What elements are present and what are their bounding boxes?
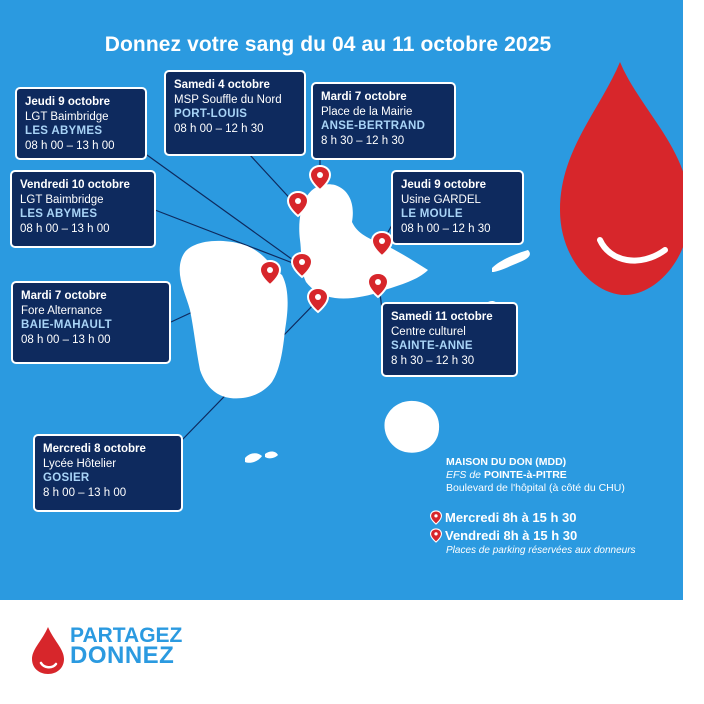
mdd-efs-prefix: EFS de — [446, 469, 484, 481]
mdd-efs — [446, 469, 681, 482]
page-title: Donnez votre sang du 04 au 11 octobre 2025 — [104, 33, 552, 56]
event-card-sainte-anne — [381, 302, 518, 377]
event-town: SAINTE-ANNE — [391, 340, 473, 352]
event-day: Samedi 11 octobre — [391, 311, 493, 323]
map-pin-icon — [430, 528, 442, 543]
event-hours: 08 h 00 – 13 h 00 — [20, 222, 110, 235]
mdd-schedule-friday — [430, 528, 577, 543]
event-hours: 8 h 30 – 12 h 30 — [391, 354, 475, 367]
event-town: GOSIER — [43, 472, 90, 484]
desirade-island — [492, 250, 530, 272]
event-venue: LGT Baimbridge — [20, 193, 104, 206]
schedule-text: Mercredi 8h à 15 h 30 — [445, 510, 577, 525]
event-card-abymes-vendredi — [10, 170, 156, 248]
event-hours: 08 h 00 – 12 h 30 — [174, 122, 264, 135]
event-card-abymes-jeudi — [15, 87, 147, 160]
event-day: Jeudi 9 octobre — [25, 96, 110, 108]
logo-line2: DONNEZ — [70, 642, 175, 669]
les-saintes-islands — [245, 451, 278, 462]
event-day: Samedi 4 octobre — [174, 79, 270, 91]
event-town: LE MOULE — [401, 208, 463, 220]
event-venue: Fore Alternance — [21, 304, 103, 317]
event-hours: 08 h 00 – 12 h 30 — [401, 222, 491, 235]
event-day: Mardi 7 octobre — [321, 91, 407, 103]
schedule-text: Vendredi 8h à 15 h 30 — [445, 528, 578, 543]
event-day: Jeudi 9 octobre — [401, 179, 486, 191]
event-venue: MSP Souffle du Nord — [174, 93, 282, 106]
event-town: ANSE-BERTRAND — [321, 120, 426, 132]
logo-line1: PARTAGEZ — [70, 624, 183, 647]
event-day: Vendredi 10 octobre — [20, 179, 130, 191]
event-card-gosier — [33, 434, 183, 512]
event-venue: Place de la Mairie — [321, 105, 413, 118]
mdd-efs-city: POINTE-à-PITRE — [483, 469, 567, 481]
logo-wordmark — [70, 624, 183, 669]
event-card-port-louis — [164, 70, 306, 156]
event-town: BAIE-MAHAULT — [21, 319, 112, 331]
event-hours: 8 h 00 – 13 h 00 — [43, 486, 127, 499]
map-pin-icon — [430, 510, 442, 525]
event-hours: 08 h 00 – 13 h 00 — [21, 333, 111, 346]
event-hours: 8 h 30 – 12 h 30 — [321, 134, 405, 147]
event-town: LES ABYMES — [25, 125, 103, 137]
event-hours: 08 h 00 – 13 h 00 — [25, 139, 115, 152]
parking-note: Places de parking réservées aux donneurs — [446, 545, 636, 556]
mdd-schedule-wednesday — [430, 510, 577, 525]
mdd-address: Boulevard de l'hôpital (à côté du CHU) — [446, 482, 625, 494]
event-card-anse-bertrand — [311, 82, 456, 160]
event-venue: Lycée Hôtelier — [43, 457, 117, 470]
mdd-title: MAISON DU DON (MDD) — [446, 456, 567, 468]
event-town: LES ABYMES — [20, 208, 98, 220]
event-card-baie-mahault — [11, 281, 171, 364]
marie-galante-island — [384, 401, 439, 453]
event-venue: LGT Baimbridge — [25, 110, 109, 123]
event-town: PORT-LOUIS — [174, 108, 248, 120]
event-day: Mardi 7 octobre — [21, 290, 107, 302]
maison-du-don-info — [446, 456, 681, 495]
event-card-le-moule — [391, 170, 524, 245]
event-venue: Centre culturel — [391, 325, 466, 338]
event-day: Mercredi 8 octobre — [43, 443, 146, 455]
event-venue: Usine GARDEL — [401, 193, 481, 206]
